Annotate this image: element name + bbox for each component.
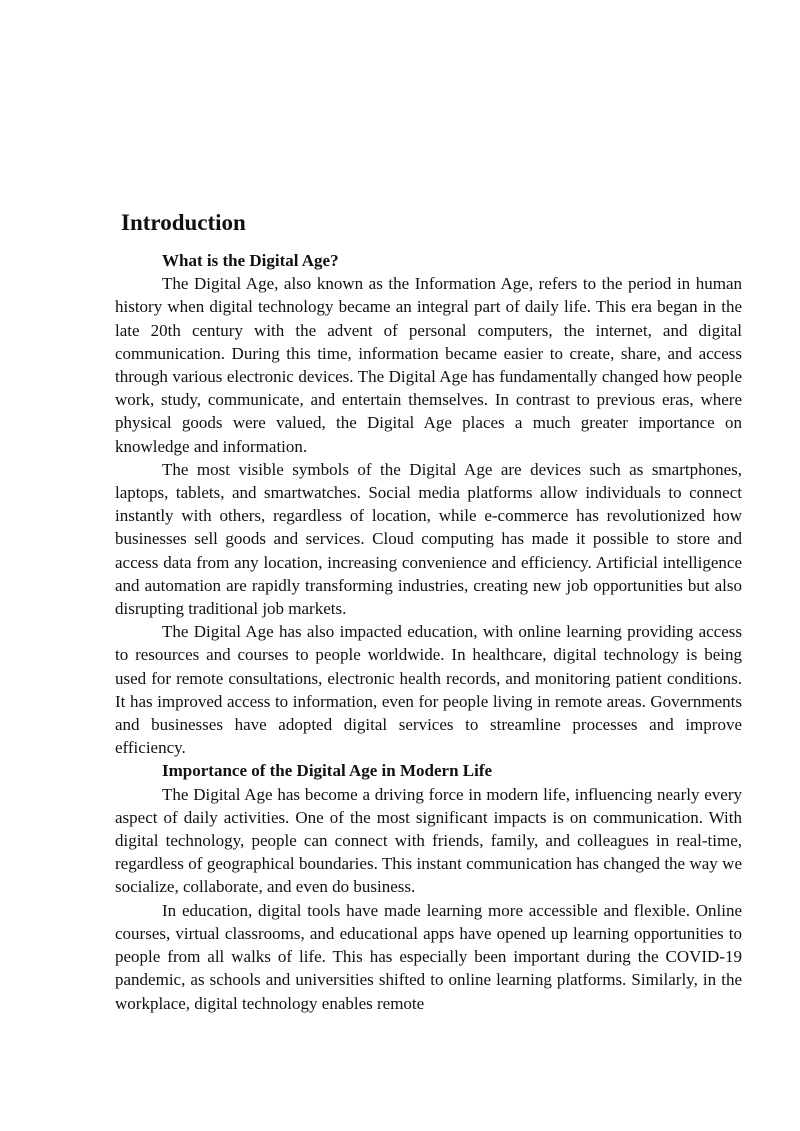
body-text — [115, 249, 742, 1015]
section-heading-importance: Importance of the Digital Age in Modern Life — [162, 761, 493, 781]
paragraph: The Digital Age, also known as the Information Age, refers to the period in human history when digital technology became an integral part of daily life. This era began in the late 20th century with the advent of personal computers, the internet, and digital communication. During this time, information became easier to create, share, and access through various electronic devices. The Digital Age has fundamentally changed how people work, study, communicate, and entertain themselves. In contrast to previous eras, where physical goods were valued, the Digital Age places a much greater importance on knowledge and information. — [115, 274, 742, 456]
paragraph: In education, digital tools have made learning more accessible and flexible. Online courses, virtual classrooms, and educational apps have opened up learning opportunities to people from all walks of life. This has especially been important during the COVID-19 pandemic, as schools and universities shifted to online learning platforms. Similarly, in the workplace, digital technology enables remote — [115, 900, 742, 1013]
paragraph: The most visible symbols of the Digital Age are devices such as smartphones, laptops, tablets, and smartwatches. Social media platforms allow individuals to connect instantly with others, regardless of location, while e-commerce has revolutionized how businesses sell goods and services. Cloud computing has made it possible to store and access data from any location, increasing convenience and efficiency. Artificial intelligence and automation are rapidly transforming industries, creating new job opportunities but also disrupting traditional job markets. — [115, 459, 742, 619]
paragraph: The Digital Age has also impacted education, with online learning providing access to resources and courses to people worldwide. In healthcare, digital technology is being used for remote consultations, electronic health records, and monitoring patient conditions. It has improved access to information, even for people living in remote areas. Governments and businesses have adopted digital services to streamline processes and improve efficiency. — [115, 622, 742, 758]
chapter-title: Introduction — [121, 210, 246, 235]
paragraph: The Digital Age has become a driving force in modern life, influencing nearly every aspect of daily activities. One of the most significant impacts is on communication. With digital technology, people can connect with friends, family, and colleagues in real-time, regardless of geographical boundaries. This instant communication has changed the way we socialize, collaborate, and even do business. — [115, 784, 742, 897]
section-heading-digital-age: What is the Digital Age? — [162, 251, 339, 270]
